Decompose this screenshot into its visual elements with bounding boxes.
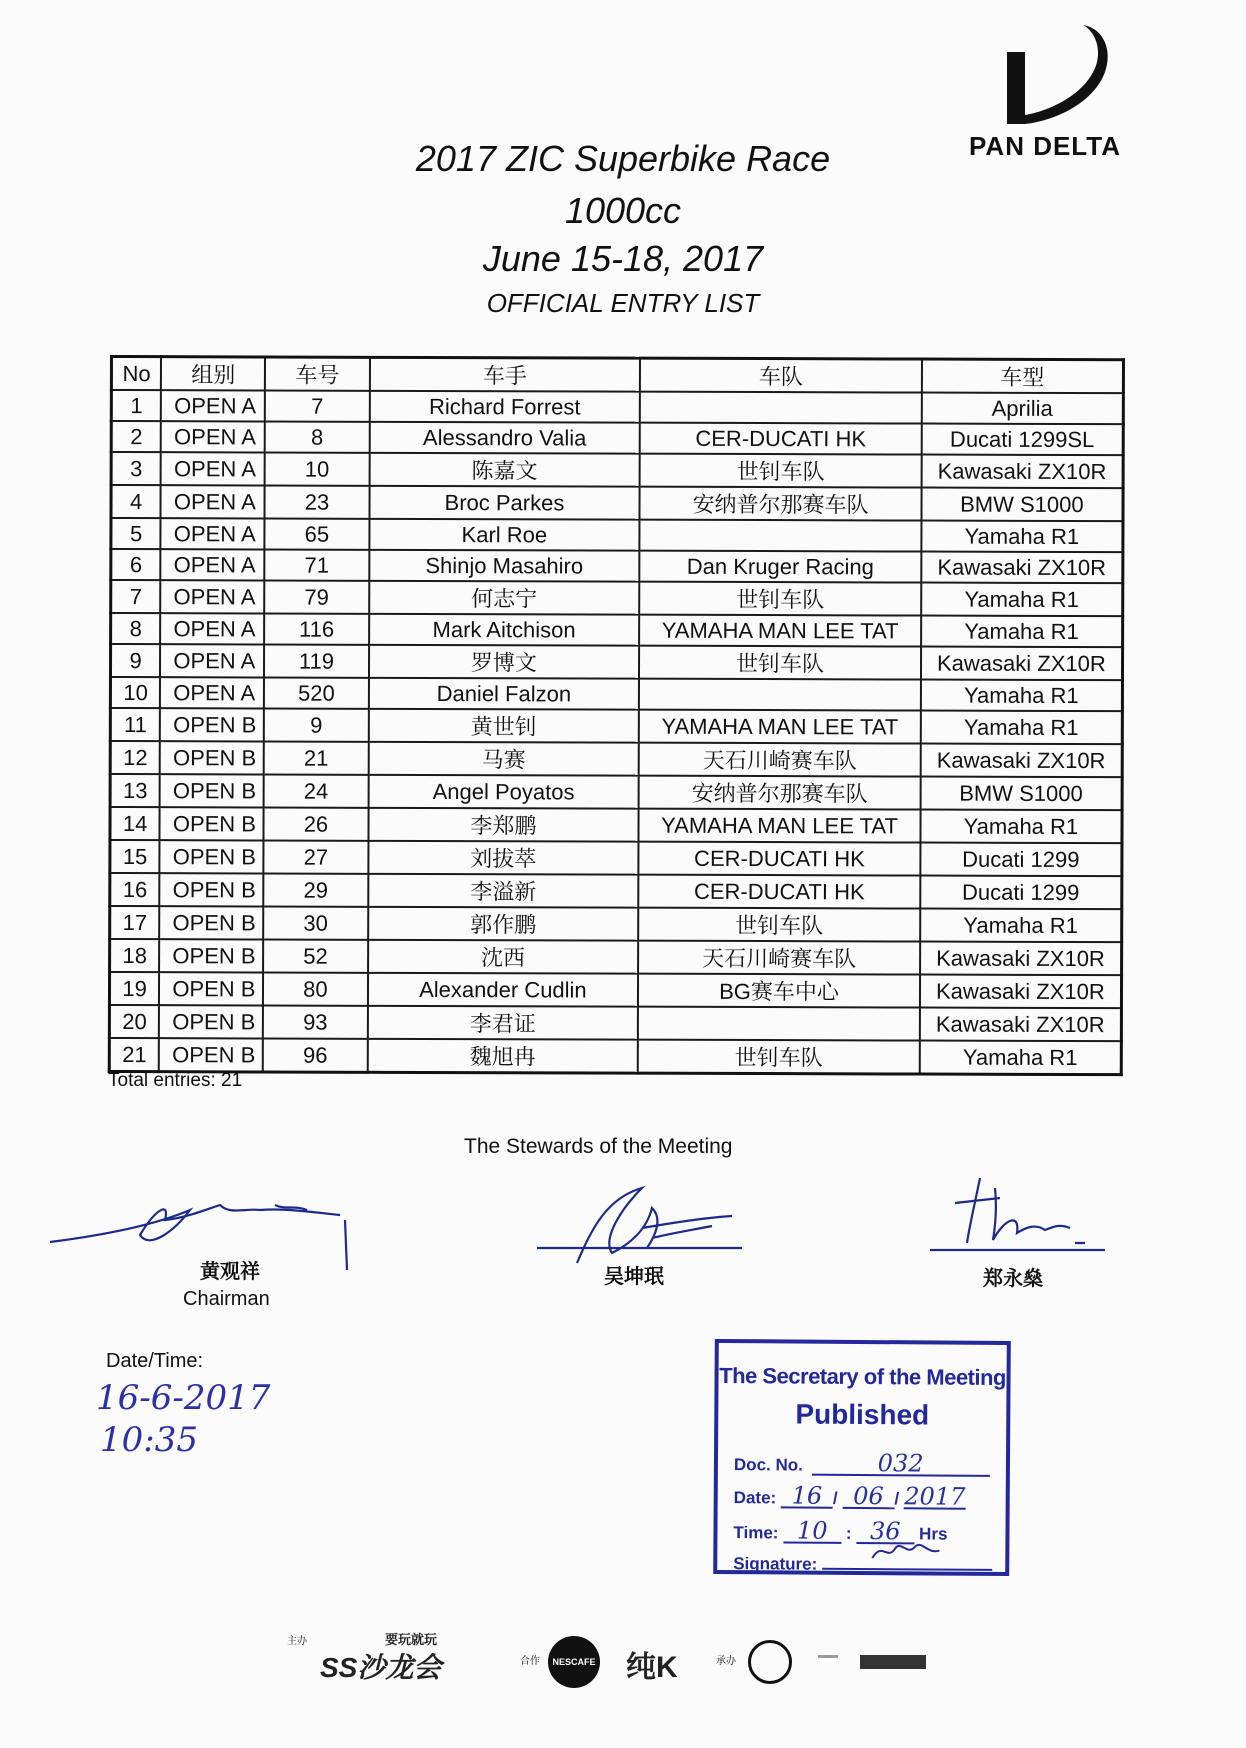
cell-team: Dan Kruger Racing <box>640 551 922 583</box>
cell-num: 10 <box>265 452 369 485</box>
cell-group: OPEN B <box>160 774 264 807</box>
cell-group: OPEN B <box>159 906 263 939</box>
table-row <box>111 390 1123 424</box>
cell-rider: Alexander Cudlin <box>368 973 639 1007</box>
steward-name-3: 郑永燊 <box>983 1268 1043 1290</box>
cell-team <box>638 1007 920 1041</box>
entry-rows <box>109 390 1123 1075</box>
cell-rider: Angel Poyatos <box>368 775 639 809</box>
cell-rider: Richard Forrest <box>369 391 640 423</box>
table-row <box>109 1005 1121 1041</box>
cell-num: 21 <box>264 741 368 774</box>
cell-group: OPEN A <box>160 644 264 677</box>
col-header-bike: 车型 <box>922 359 1124 393</box>
cell-team: YAMAHA MAN LEE TAT <box>639 809 921 843</box>
stamp-title: The Secretary of the Meeting <box>719 1363 1007 1391</box>
cell-rider: Mark Aitchison <box>369 614 640 646</box>
stamp-time-label: Time: <box>733 1523 779 1543</box>
cell-num: 80 <box>263 972 367 1005</box>
pan-delta-logo-mark <box>985 20 1130 130</box>
sponsor-tag-1: 主办 <box>287 1636 307 1647</box>
cell-bike: Ducati 1299 <box>920 876 1122 910</box>
steward-signature <box>532 1168 762 1268</box>
datetime-label: Date/Time: <box>106 1350 204 1372</box>
cell-num: 7 <box>265 390 369 421</box>
cell-team: 安纳普尔那赛车队 <box>639 776 921 810</box>
cell-bike: BMW S1000 <box>920 777 1122 811</box>
cell-rider: 沈西 <box>368 940 639 974</box>
cell-rider: Shinjo Masahiro <box>369 550 640 582</box>
stamp-signature-label: Signature: <box>733 1554 818 1574</box>
col-header-team: 车队 <box>640 358 922 392</box>
sponsor-slogan: 要玩就玩 <box>385 1632 438 1647</box>
table-row <box>109 1038 1121 1075</box>
cell-no: 21 <box>109 1038 159 1072</box>
race-dates: June 15-18, 2017 <box>482 238 764 279</box>
stamp-status: Published <box>795 1398 930 1431</box>
cell-team: YAMAHA MAN LEE TAT <box>639 615 921 647</box>
cell-team: CER-DUCATI HK <box>639 842 921 876</box>
sponsor-emblem-logo <box>748 1640 792 1684</box>
cell-rider: 李郑鹏 <box>368 808 639 842</box>
cell-num: 96 <box>263 1038 367 1072</box>
cell-no: 2 <box>111 421 161 452</box>
cell-group: OPEN B <box>160 873 264 906</box>
table-row <box>110 677 1122 711</box>
cell-num: 27 <box>264 840 368 873</box>
cell-no: 3 <box>111 452 161 485</box>
cell-group: OPEN B <box>160 741 264 774</box>
cell-group: OPEN A <box>161 549 265 580</box>
sponsor-tag-2: 合作 <box>520 1656 540 1667</box>
cell-num: 93 <box>263 1005 367 1038</box>
stamp-signature-scribble <box>867 1536 947 1567</box>
stamp-date-label: Date: <box>733 1488 777 1508</box>
col-header-rider: 车手 <box>369 357 640 391</box>
handwritten-time: 10:35 <box>100 1420 198 1460</box>
cell-group: OPEN B <box>160 708 264 741</box>
steward-signature-3 <box>925 1158 1115 1258</box>
sponsor-chunk-logo: 纯K <box>626 1651 678 1684</box>
brand-name: PAN DELTA <box>969 131 1121 161</box>
cell-team <box>640 392 922 424</box>
table-row <box>110 807 1122 843</box>
cell-no: 14 <box>110 807 160 840</box>
table-row <box>110 708 1122 744</box>
cell-rider: 魏旭冉 <box>367 1039 638 1073</box>
table-row <box>110 644 1122 680</box>
cell-bike: Kawasaki ZX10R <box>920 975 1122 1009</box>
sponsor-tag-3: 承办 <box>716 1656 736 1667</box>
cell-bike: BMW S1000 <box>921 488 1123 522</box>
cell-num: 71 <box>265 549 369 580</box>
cell-num: 26 <box>264 807 368 840</box>
cell-bike: Yamaha R1 <box>920 909 1122 943</box>
handwritten-date: 16-6-2017 <box>96 1378 271 1418</box>
cell-no: 16 <box>110 873 160 906</box>
table-row <box>111 580 1123 616</box>
cell-no: 1 <box>111 390 161 421</box>
cell-bike: Yamaha R1 <box>920 810 1122 844</box>
table-row <box>109 972 1121 1008</box>
cell-bike: Yamaha R1 <box>921 583 1123 617</box>
cell-num: 520 <box>264 677 368 708</box>
cell-group: OPEN B <box>160 807 264 840</box>
table-row <box>111 613 1123 647</box>
cell-rider: 郭作鹏 <box>368 907 639 941</box>
total-entries: Total entries: 21 <box>108 1070 243 1091</box>
cell-bike: Kawasaki ZX10R <box>920 942 1122 976</box>
table-row <box>111 452 1123 488</box>
cell-num: 116 <box>264 613 368 644</box>
stamp-doc-row <box>734 1451 990 1477</box>
cell-bike: Ducati 1299 <box>920 843 1122 877</box>
cell-no: 5 <box>111 518 161 549</box>
chairman-role: Chairman <box>183 1288 270 1310</box>
cell-no: 15 <box>110 840 160 873</box>
cell-num: 119 <box>264 644 368 677</box>
cell-team <box>639 679 921 711</box>
cell-bike: Kawasaki ZX10R <box>921 552 1123 584</box>
cell-rider: Daniel Falzon <box>368 678 639 710</box>
table-row <box>110 741 1122 777</box>
table-row <box>110 873 1122 909</box>
cell-bike: Yamaha R1 <box>921 521 1123 553</box>
cell-no: 10 <box>110 677 160 708</box>
cell-num: 23 <box>265 485 369 518</box>
cell-group: OPEN B <box>159 1038 263 1072</box>
cell-team <box>640 520 922 552</box>
stamp-date-month: 06 <box>842 1485 894 1509</box>
cell-rider: 罗博文 <box>369 645 640 679</box>
secretary-stamp <box>713 1339 1011 1576</box>
cell-team: CER-DUCATI HK <box>640 423 922 455</box>
cell-team: 世钊车队 <box>640 454 922 488</box>
race-title: 2017 ZIC Superbike Race <box>415 138 831 179</box>
cell-num: 24 <box>264 774 368 807</box>
cell-bike: Ducati 1299SL <box>921 424 1123 456</box>
cell-no: 11 <box>110 708 160 741</box>
cell-no: 8 <box>111 613 161 644</box>
cell-team: 世钊车队 <box>639 646 921 680</box>
table-row <box>111 421 1123 455</box>
stewards-heading: The Stewards of the Meeting <box>464 1135 733 1158</box>
cell-bike: Yamaha R1 <box>921 680 1123 712</box>
entry-list-subtitle: OFFICIAL ENTRY LIST <box>486 288 760 318</box>
cell-no: 19 <box>109 972 159 1005</box>
cell-bike: Yamaha R1 <box>921 616 1123 648</box>
cell-rider: 李君证 <box>367 1006 638 1040</box>
cell-team: 世钊车队 <box>638 908 920 942</box>
cell-rider: 李溢新 <box>368 874 639 908</box>
pan-delta-logo <box>985 20 1130 130</box>
sponsor-bar-logo <box>860 1655 926 1669</box>
cell-num: 8 <box>265 421 369 452</box>
entry-table <box>108 355 1125 1076</box>
cell-no: 13 <box>110 774 160 807</box>
cell-group: OPEN A <box>161 390 265 421</box>
cell-team: 世钊车队 <box>638 1040 920 1074</box>
stamp-time-minute: 36 <box>856 1520 914 1544</box>
cell-num: 65 <box>265 518 369 549</box>
cell-no: 9 <box>110 644 160 677</box>
table-row <box>110 840 1122 876</box>
cell-rider: 陈嘉文 <box>369 453 640 487</box>
cell-team: 天石川崎赛车队 <box>639 743 921 777</box>
stamp-hrs-label: Hrs <box>919 1524 948 1544</box>
steward-name-2: 吴坤珉 <box>604 1266 664 1288</box>
cell-team: YAMAHA MAN LEE TAT <box>639 710 921 744</box>
cell-group: OPEN A <box>161 421 265 452</box>
cell-bike: Kawasaki ZX10R <box>920 744 1122 778</box>
cell-no: 20 <box>109 1005 159 1038</box>
sponsor-small-mark <box>818 1655 838 1658</box>
cell-rider: Alessandro Valia <box>369 422 640 454</box>
cell-group: OPEN A <box>161 485 265 518</box>
cell-group: OPEN A <box>161 518 265 549</box>
cell-bike: Kawasaki ZX10R <box>921 647 1123 681</box>
cell-rider: Karl Roe <box>369 519 640 551</box>
table-row <box>111 549 1123 583</box>
cell-team: 世钊车队 <box>639 582 921 616</box>
cell-bike: Yamaha R1 <box>921 711 1123 745</box>
cell-team: 安纳普尔那赛车队 <box>640 487 922 521</box>
stamp-date-year: 2017 <box>904 1482 966 1511</box>
race-class: 1000cc <box>564 190 682 231</box>
cell-num: 29 <box>264 873 368 906</box>
col-header-no: No <box>111 357 161 391</box>
cell-num: 9 <box>264 708 368 741</box>
cell-group: OPEN B <box>159 939 263 972</box>
chairman-name: 黄观祥 <box>200 1261 260 1283</box>
cell-team: CER-DUCATI HK <box>639 875 921 909</box>
table-row <box>111 485 1123 521</box>
sponsor-ss-logo: SS沙龙会 <box>320 1652 442 1683</box>
cell-group: OPEN A <box>160 677 264 708</box>
cell-team: BG赛车中心 <box>638 974 920 1008</box>
table-row <box>110 939 1122 975</box>
cell-no: 6 <box>111 549 161 580</box>
cell-group: OPEN B <box>160 840 264 873</box>
cell-bike: Yamaha R1 <box>920 1041 1122 1075</box>
stamp-time-hour: 10 <box>783 1519 841 1543</box>
cell-num: 52 <box>263 939 367 972</box>
cell-no: 17 <box>110 906 160 939</box>
sponsor-nescafe-logo: NESCAFE <box>548 1636 600 1688</box>
cell-no: 12 <box>110 741 160 774</box>
cell-no: 4 <box>111 485 161 518</box>
cell-no: 7 <box>111 580 161 613</box>
cell-group: OPEN A <box>160 613 264 644</box>
table-row <box>110 906 1122 942</box>
cell-rider: 马赛 <box>368 742 639 776</box>
cell-rider: 刘拔萃 <box>368 841 639 875</box>
stamp-time-row: Time: 10 : 36 Hrs <box>733 1516 948 1546</box>
cell-rider: 黄世钊 <box>368 709 639 743</box>
stamp-date-row: Date: 16 / 06 / 2017 <box>733 1481 966 1511</box>
stamp-signature-row <box>733 1551 992 1576</box>
table-row <box>110 774 1122 810</box>
cell-bike: Aprilia <box>922 393 1124 425</box>
cell-no: 18 <box>110 939 160 972</box>
cell-num: 79 <box>264 580 368 613</box>
cell-group: OPEN A <box>161 452 265 485</box>
cell-group: OPEN B <box>159 1005 263 1038</box>
col-header-group: 组别 <box>161 357 265 391</box>
col-header-number: 车号 <box>265 357 369 391</box>
cell-num: 30 <box>263 906 367 939</box>
cell-group: OPEN B <box>159 972 263 1005</box>
cell-team: 天石川崎赛车队 <box>638 941 920 975</box>
cell-group: OPEN A <box>161 580 265 613</box>
cell-rider: 何志宁 <box>369 581 640 615</box>
stamp-doc-number: 032 <box>812 1452 990 1477</box>
stamp-date-day: 16 <box>781 1484 833 1508</box>
table-row <box>111 518 1123 552</box>
stamp-doc-label: Doc. No. <box>733 1455 803 1475</box>
cell-bike: Kawasaki ZX10R <box>920 1008 1122 1042</box>
cell-rider: Broc Parkes <box>369 486 640 520</box>
table-header-row <box>111 357 1123 394</box>
cell-bike: Kawasaki ZX10R <box>921 455 1123 489</box>
